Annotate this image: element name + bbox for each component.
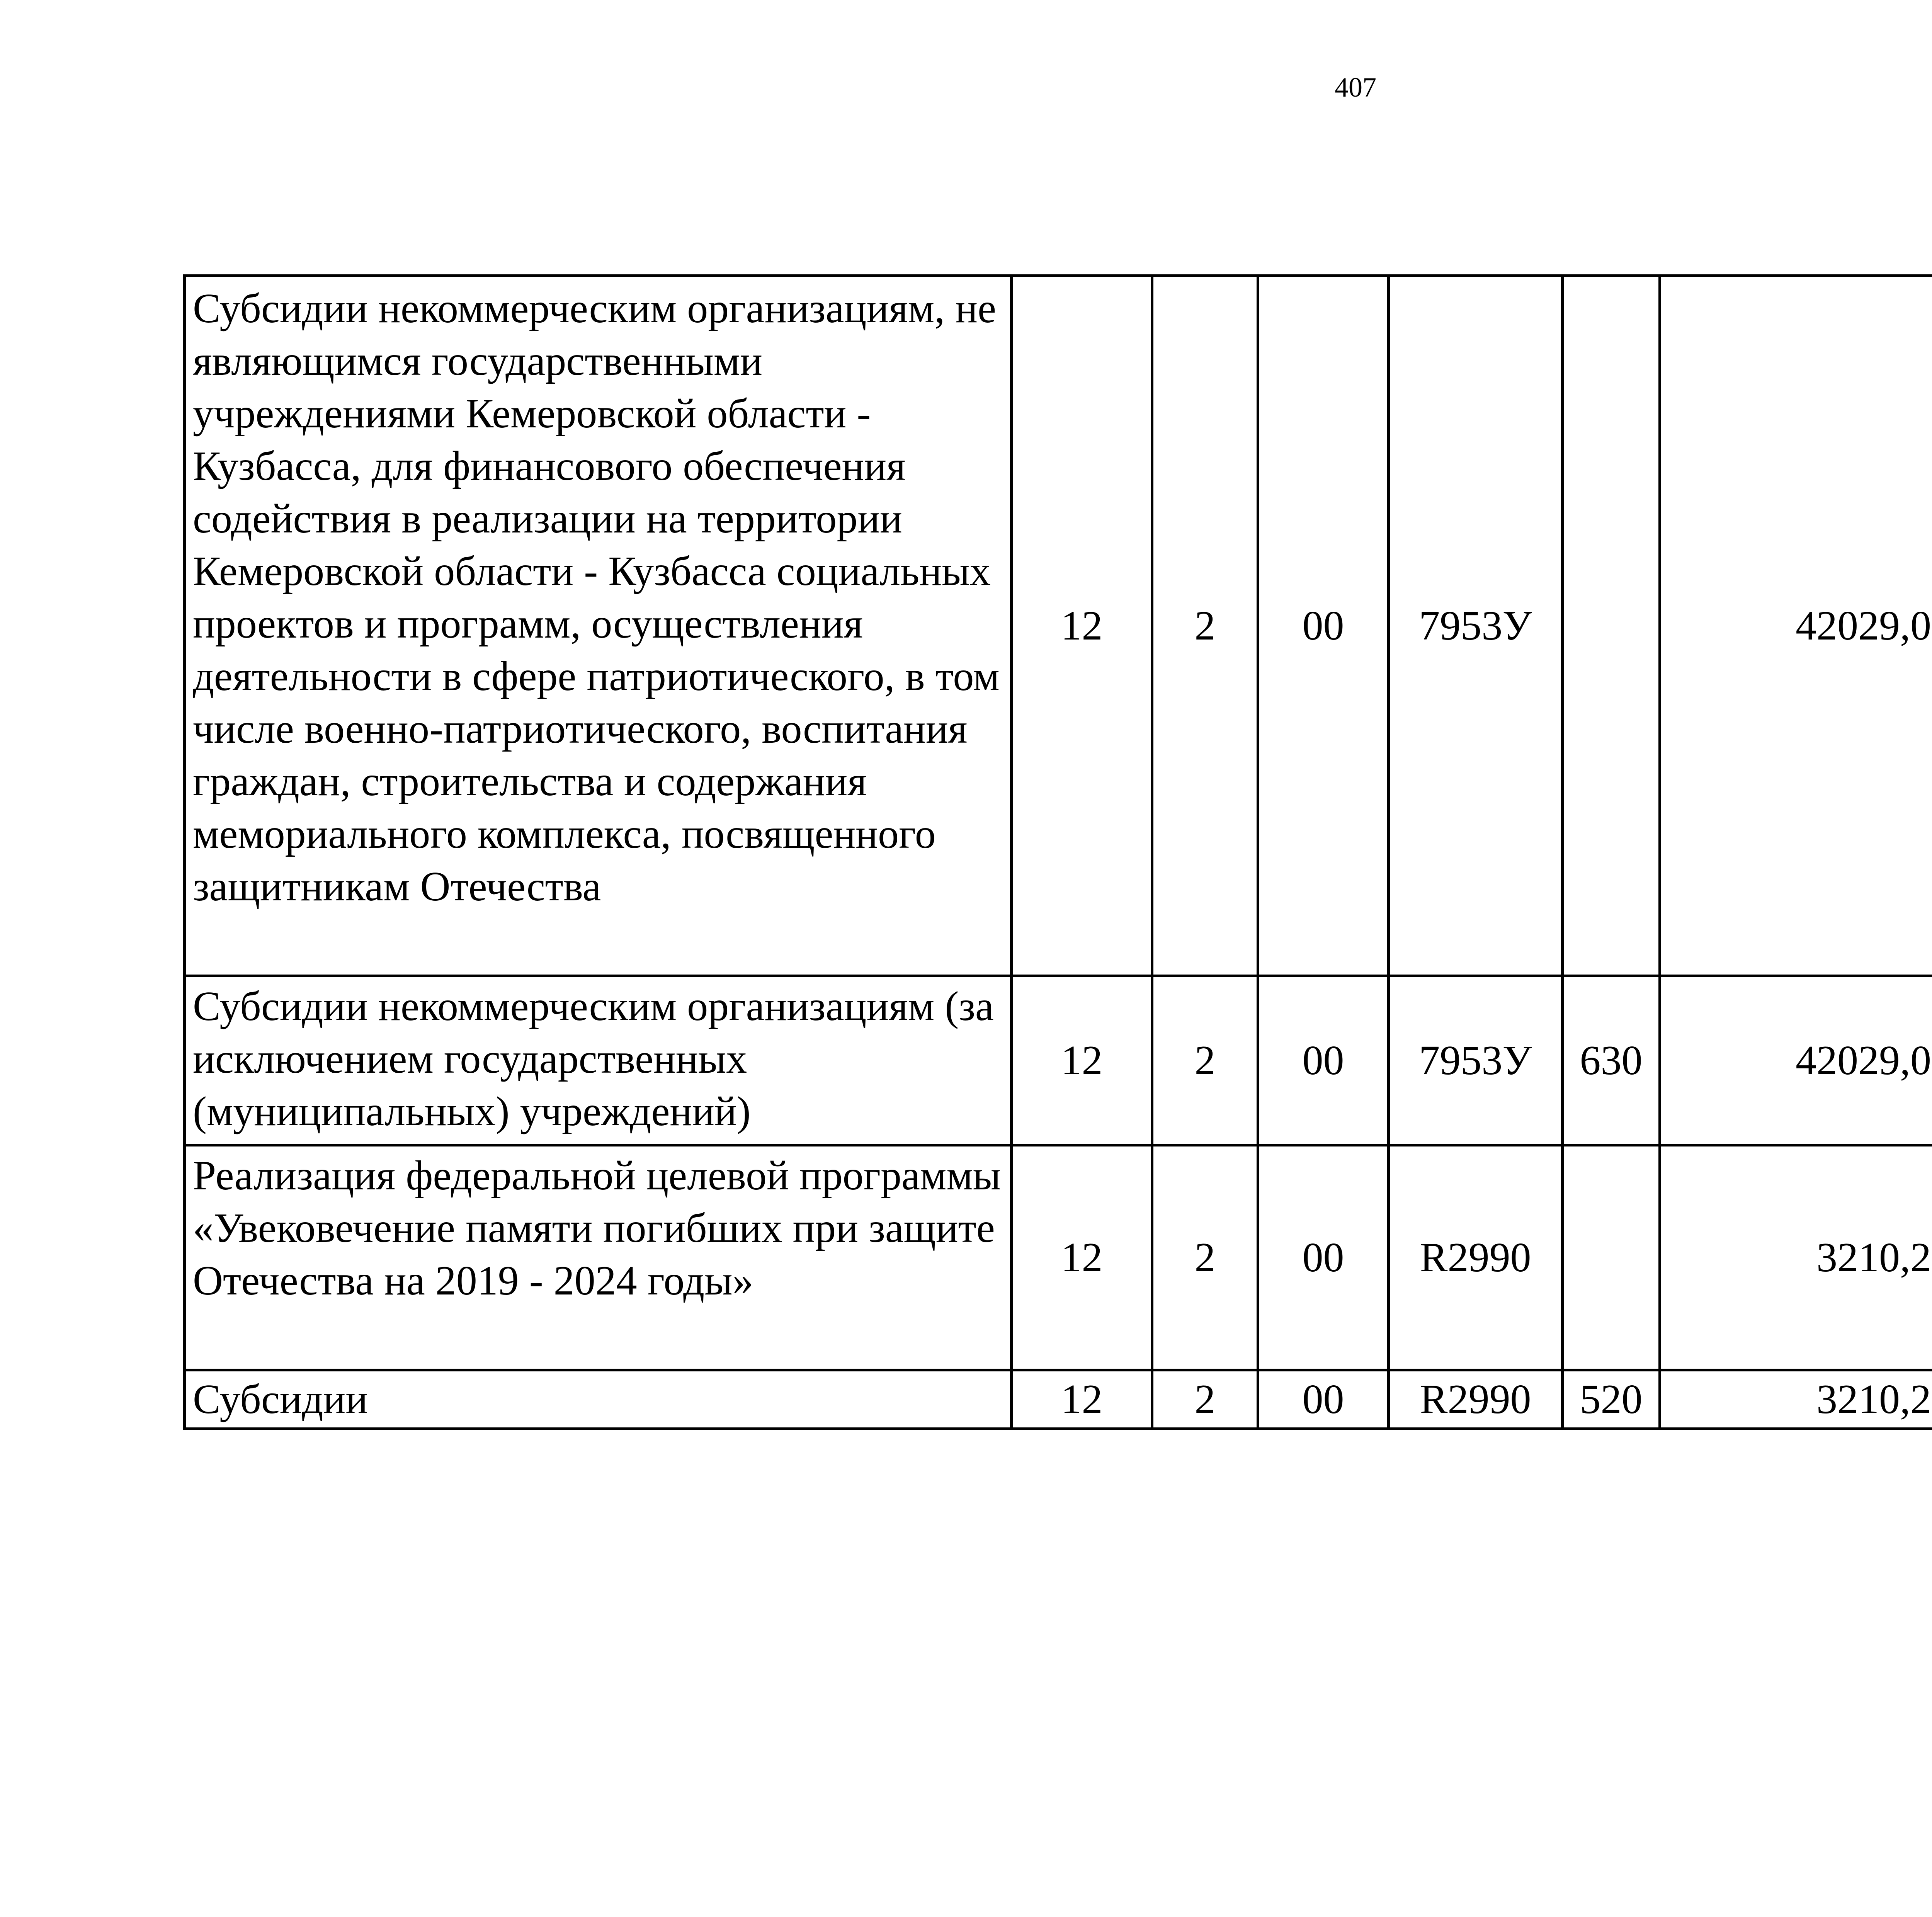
subsection-code: 2	[1152, 976, 1258, 1145]
expense-type-code	[1563, 276, 1660, 976]
row-description: Реализация федеральной целевой программы «Увековечение памяти погибших при защите Отечества на 2019 - 2024 годы»	[185, 1145, 1012, 1370]
row-description: Субсидии некоммерческим организациям (за исключением государственных (муниципальных) учреждений)	[185, 976, 1012, 1145]
subsection-code: 2	[1152, 1145, 1258, 1370]
row-description: Субсидии некоммерческим организациям, не являющимся государственными учреждениями Кемеровской области - Кузбасса, для финансового обеспечения содействия в реализации на территории Кемеровской области - Кузбасса социальных проектов и программ, осуществления деятельности в сфере патриотического, в том числе военно-патриотического, воспитания граждан, строительства и содержания мемориального комплекса, посвященного защитникам Отечества	[185, 276, 1012, 976]
budget-table	[183, 274, 1932, 1430]
amount-1: 42029,0	[1660, 276, 1932, 976]
amount-1: 3210,2	[1660, 1145, 1932, 1370]
amount-1: 3210,2	[1660, 1370, 1932, 1429]
section-code: 12	[1012, 976, 1152, 1145]
expense-type-code: 520	[1563, 1370, 1660, 1429]
expense-type-code	[1563, 1145, 1660, 1370]
page-number: 407	[1335, 72, 1376, 103]
target-article-code: R2990	[1389, 1145, 1563, 1370]
target-article-code: 7953У	[1389, 976, 1563, 1145]
amount-1: 42029,0	[1660, 976, 1932, 1145]
target-article-code: 7953У	[1389, 276, 1563, 976]
expense-type-code: 630	[1563, 976, 1660, 1145]
program-code: 00	[1258, 976, 1389, 1145]
program-code: 00	[1258, 276, 1389, 976]
program-code: 00	[1258, 1370, 1389, 1429]
table-row	[185, 976, 1932, 1145]
row-description: Субсидии	[185, 1370, 1012, 1429]
section-code: 12	[1012, 1370, 1152, 1429]
subsection-code: 2	[1152, 276, 1258, 976]
section-code: 12	[1012, 276, 1152, 976]
subsection-code: 2	[1152, 1370, 1258, 1429]
program-code: 00	[1258, 1145, 1389, 1370]
target-article-code: R2990	[1389, 1370, 1563, 1429]
section-code: 12	[1012, 1145, 1152, 1370]
table-row	[185, 1145, 1932, 1370]
table-row	[185, 1370, 1932, 1429]
table-row	[185, 276, 1932, 976]
